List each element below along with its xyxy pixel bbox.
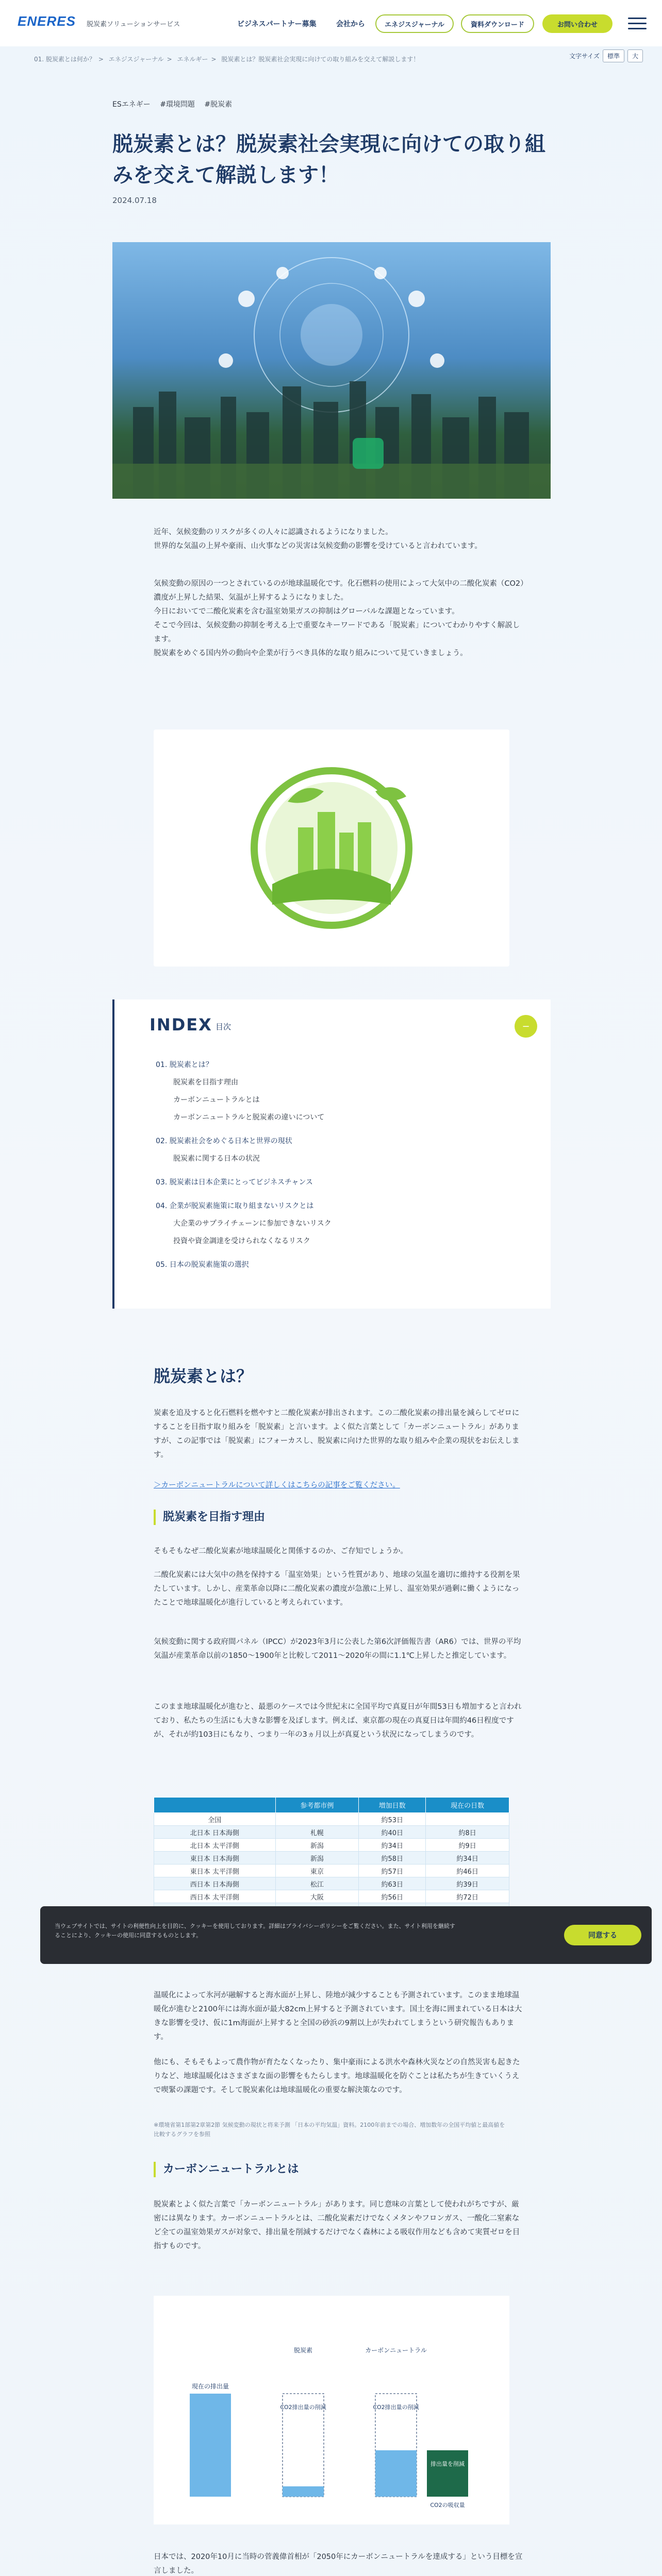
carbon-neutral-article-link[interactable]: ＞カーボンニュートラルについて詳しくはこちらの記事をご覧ください。	[154, 1481, 400, 1489]
contact-button[interactable]: お問い合わせ	[542, 14, 613, 33]
toc-subitem[interactable]: 脱炭素を目指す理由	[173, 1078, 238, 1087]
logo-subtitle: 脱炭素ソリューションサービス	[87, 21, 180, 28]
menu-icon[interactable]	[628, 18, 647, 30]
toc-subitem[interactable]: カーボンニュートラルとは	[173, 1096, 260, 1104]
decarbonization-diagram	[154, 2296, 509, 2524]
carbon-paragraph: 脱炭素とよく似た言葉で「カーボンニュートラル」があります。同じ意味の言葉として使われがちですが、厳密には異なります。カーボンニュートラルとは、二酸化炭素だけでなくメタンやフロンガス、一酸化二窒素など全ての温室効果ガスが対象で、排出量を削減するだけでなく森林による吸収作用なども含めて実質ゼロを目指すものです。	[154, 2200, 520, 2250]
table-header: 参考都市例	[275, 1798, 359, 1813]
toc-collapse-icon[interactable]: −	[515, 1015, 537, 1038]
table-cell: 約34日	[359, 1839, 426, 1852]
diagram-label: CO2排出量の削減	[280, 2404, 326, 2411]
site-header	[0, 0, 662, 46]
text-size-normal[interactable]: 標準	[603, 49, 624, 62]
text-size-label: 文字サイズ	[569, 53, 600, 60]
hero-image	[112, 242, 551, 499]
reasons-paragraph: そもそもなぜ二酸化炭素が地球温暖化と関係するのか、ご存知でしょうか。	[154, 1547, 408, 1555]
index-subtitle: 目次	[216, 1022, 231, 1031]
table-cell: 約34日	[426, 1852, 509, 1865]
toc-item[interactable]: 02. 脱炭素社会をめぐる日本と世界の現状	[156, 1137, 292, 1145]
table-cell: 約9日	[426, 1839, 509, 1852]
toc-subitem[interactable]: 投資や資金調達を受けられなくなるリスク	[173, 1237, 310, 1245]
table-row	[154, 1865, 509, 1877]
comparison-diagram	[154, 2296, 509, 2524]
diagram-label: 排出量を削減	[431, 2461, 465, 2467]
table-row	[154, 1839, 509, 1852]
table-cell: 札幌	[275, 1826, 359, 1839]
journal-button[interactable]: エネジスジャーナル	[375, 14, 454, 33]
category-tag[interactable]: #環境問題	[160, 100, 195, 109]
table-row	[154, 1852, 509, 1865]
table-cell: 北日本 日本海側	[154, 1826, 276, 1839]
toc-subitem[interactable]: 脱炭素に関する日本の状況	[173, 1155, 260, 1163]
japan-paragraph: 日本では、2020年10月に当時の菅義偉首相が「2050年にカーボンニュートラルを達成する」という目標を宣言しました。	[154, 2553, 523, 2575]
logo[interactable]: ENERES	[18, 13, 76, 29]
table-header	[154, 1798, 276, 1813]
breadcrumb-item[interactable]: 01. 脱炭素とは何か？	[34, 56, 95, 63]
table-cell: 新潟	[275, 1839, 359, 1852]
article-categories	[112, 99, 239, 109]
reasons-paragraph: このまま地球温暖化が進むと、最悪のケースでは今世紀末に全国平均で真夏日が年間53日も増加すると言われており、私たちの生活にも大きな影響を及ぼします。例えば、東京都の現在の真夏日は年間約46日程度ですが、それが約103日にもなり、つまり一年の3ヵ月以上が真夏という状況になってしまうのです。	[154, 1703, 522, 1739]
breadcrumb: 01. 脱炭素とは何か？ > エネジスジャーナル > エネルギー > 脱炭素とは？脱炭素社会実現に向けての取り組みを交えて解説します！	[34, 56, 420, 63]
diagram-label: 現在の排出量	[191, 2383, 229, 2390]
table-cell: 松江	[275, 1877, 359, 1890]
section-paragraph: 炭素を追及すると化石燃料を燃やすと二酸化炭素が排出されます。この二酸化炭素の排出量を減らしてゼロにすることを目指す取り組みを「脱炭素」と言います。よく似た言葉として「カーボンニュートラル」がありますが、この記事では「脱炭素」にフォーカスし、脱炭素に向けた世界的な取り組みや企業の現状をお伝えします。	[154, 1409, 520, 1459]
green-city-globe-icon	[154, 730, 509, 967]
table-row	[154, 1826, 509, 1839]
table-cell: 約53日	[359, 1813, 426, 1826]
breadcrumb-current: 脱炭素とは？脱炭素社会実現に向けての取り組みを交えて解説します！	[221, 56, 420, 63]
cookie-text: 当ウェブサイトでは、サイトの利便性向上を目的に、クッキーを使用しております。詳細はプライバシーポリシーをご覧ください。また、サイト利用を継続することにより、クッキーの使用に同意するものとします。	[55, 1923, 455, 1939]
nav-company-link[interactable]: 会社から	[336, 20, 365, 28]
reasons-paragraph: 気候変動に関する政府間パネル（IPCC）が2023年3月に公表した第6次評価報告書（AR6）では、世界の平均気温が産業革命以前の1850〜1900年と比較して2011〜2020年の間に1.1℃上昇したと推定しています。	[154, 1638, 521, 1660]
table-cell	[275, 1813, 359, 1826]
table-cell: 約56日	[359, 1890, 426, 1903]
table-row	[154, 1890, 509, 1903]
category-tag[interactable]: #脱炭素	[204, 100, 233, 109]
table-cell: 約46日	[426, 1865, 509, 1877]
table-cell: 東日本 太平洋側	[154, 1865, 276, 1877]
reasons-paragraph: 温暖化によって氷河が融解すると海水面が上昇し、陸地が減少することも予測されています。このまま地球温暖化が進むと2100年には海水面が最大82cm上昇すると予測されています。国土を海に囲まれている日本は大きな影響を受け、仮に1m海面が上昇すると全国の砂浜の9割以上が失われてしまうという研究報告もあります。	[154, 1991, 522, 2041]
intro-line: 近年、気候変動のリスクが多くの人々に認識されるようになりました。	[154, 528, 393, 536]
cookie-accept-button[interactable]: 同意する	[564, 1925, 641, 1945]
midsummer-days-table	[154, 1797, 509, 1916]
section-heading: 脱炭素とは？	[154, 1366, 253, 1386]
toc-item[interactable]: 05. 日本の脱炭素施策の選択	[156, 1261, 249, 1269]
diagram-label: CO2排出量の削減	[373, 2404, 419, 2411]
diagram-label: CO2の吸収量	[430, 2502, 465, 2509]
eco-illustration	[154, 730, 509, 967]
table-cell: 東京	[275, 1865, 359, 1877]
table-cell: 約63日	[359, 1877, 426, 1890]
footnote: ※環境省第1部第2章第2節 気候変動の現状と将来予測 「日本の平均気温」資料。2100年前までの場合、増加数年の全国平均値と最高値を比較するグラフを参照	[154, 2122, 505, 2138]
category-tag[interactable]: ESエネギー	[112, 100, 151, 109]
toc-item[interactable]: 03. 脱炭素は日本企業にとってビジネスチャンス	[156, 1178, 313, 1187]
table-cell: 約58日	[359, 1852, 426, 1865]
toc-subitem[interactable]: 大企業のサプライチェーンに参加できないリスク	[173, 1219, 332, 1228]
diagram-label: カーボンニュートラル	[365, 2347, 427, 2354]
intro-paragraph	[154, 526, 525, 553]
table-of-contents	[112, 999, 551, 1309]
table-cell	[426, 1813, 509, 1826]
table-cell: 全国	[154, 1813, 276, 1826]
reasons-paragraph: 他にも、そもそもよって農作物が育たなくなったり、集中豪雨による洪水や森林火災などの自然災害も起きたりなど、地球温暖化はさまざまな面の影響をもたらします。地球温暖化を防ぐことは私たちが生きていくうえで喫緊の課題です。そして脱炭素化は地球温暖化の重要な解決策なのです。	[154, 2058, 520, 2094]
table-cell: 約8日	[426, 1826, 509, 1839]
text-size-large[interactable]: 大	[627, 49, 643, 62]
table-cell: 西日本 日本海側	[154, 1877, 276, 1890]
intro-line: 気候変動の原因の一つとされているのが地球温暖化です。化石燃料の使用によって大気中の二酸化炭素（CO2）濃度が上昇した結果、気温が上昇するようになりました。	[154, 580, 524, 602]
table-header: 現在の日数	[426, 1798, 509, 1813]
table-row	[154, 1877, 509, 1890]
table-cell: 約57日	[359, 1865, 426, 1877]
intro-line: 世界的な気温の上昇や豪雨、山火事などの災害は気候変動の影響を受けていると言われています。	[154, 542, 482, 550]
table-cell: 約72日	[426, 1890, 509, 1903]
table-cell: 新潟	[275, 1852, 359, 1865]
intro-line: 脱炭素をめぐる国内外の動向や企業が行うべき具体的な取り組みについて見ていきましょう。	[154, 649, 468, 657]
toc-item[interactable]: 04. 企業が脱炭素施策に取り組まないリスクとは	[156, 1202, 314, 1210]
table-cell: 東日本 日本海側	[154, 1852, 276, 1865]
reasons-paragraph: 二酸化炭素には大気中の熱を保持する「温室効果」という性質があり、地球の気温を適切に維持する役割を果たしています。しかし、産業革命以降に二酸化炭素の濃度が急激に上昇し、温室効果が過剰に働くようになったことで地球温暖化が進行していると考えられています。	[154, 1571, 520, 1607]
table-cell: 北日本 太平洋側	[154, 1839, 276, 1852]
breadcrumb-item[interactable]: エネルギー	[177, 56, 208, 63]
intro-line: 今日においてで二酸化炭素を含む温室効果ガスの抑制はグローバルな課題となっています。	[154, 607, 459, 616]
publish-date: 2024.07.18	[112, 196, 157, 205]
subsection-heading: カーボンニュートラルとは	[154, 2162, 509, 2177]
index-title: INDEX	[150, 1015, 212, 1035]
toc-subitem[interactable]: カーボンニュートラルと脱炭素の違いについて	[173, 1113, 325, 1122]
intro-line: そこで今回は、気候変動の抑制を考える上で重要なキーワードである「脱炭素」についてわかりやすく解説します。	[154, 621, 520, 643]
table-header: 増加日数	[359, 1798, 426, 1813]
diagram-label: 脱炭素	[293, 2347, 313, 2354]
table-row	[154, 1813, 509, 1826]
table-cell: 大阪	[275, 1890, 359, 1903]
table-cell: 西日本 太平洋側	[154, 1890, 276, 1903]
smart-city-illustration	[112, 242, 551, 499]
intro-paragraph	[154, 577, 525, 660]
breadcrumb-item[interactable]: エネジスジャーナル	[108, 56, 164, 63]
text-size-control	[569, 49, 643, 62]
nav-partner-link[interactable]: ビジネスパートナー募集	[237, 20, 317, 28]
subsection-heading: 脱炭素を目指す理由	[154, 1510, 509, 1525]
cookie-banner	[40, 1906, 652, 1964]
article-title: 脱炭素とは？脱炭素社会実現に向けての取り組みを交えて解説します！	[112, 132, 545, 187]
table-cell: 約39日	[426, 1877, 509, 1890]
table-cell: 約40日	[359, 1826, 426, 1839]
download-button[interactable]: 資料ダウンロード	[461, 14, 534, 33]
toc-item[interactable]: 01. 脱炭素とは？	[156, 1061, 213, 1069]
